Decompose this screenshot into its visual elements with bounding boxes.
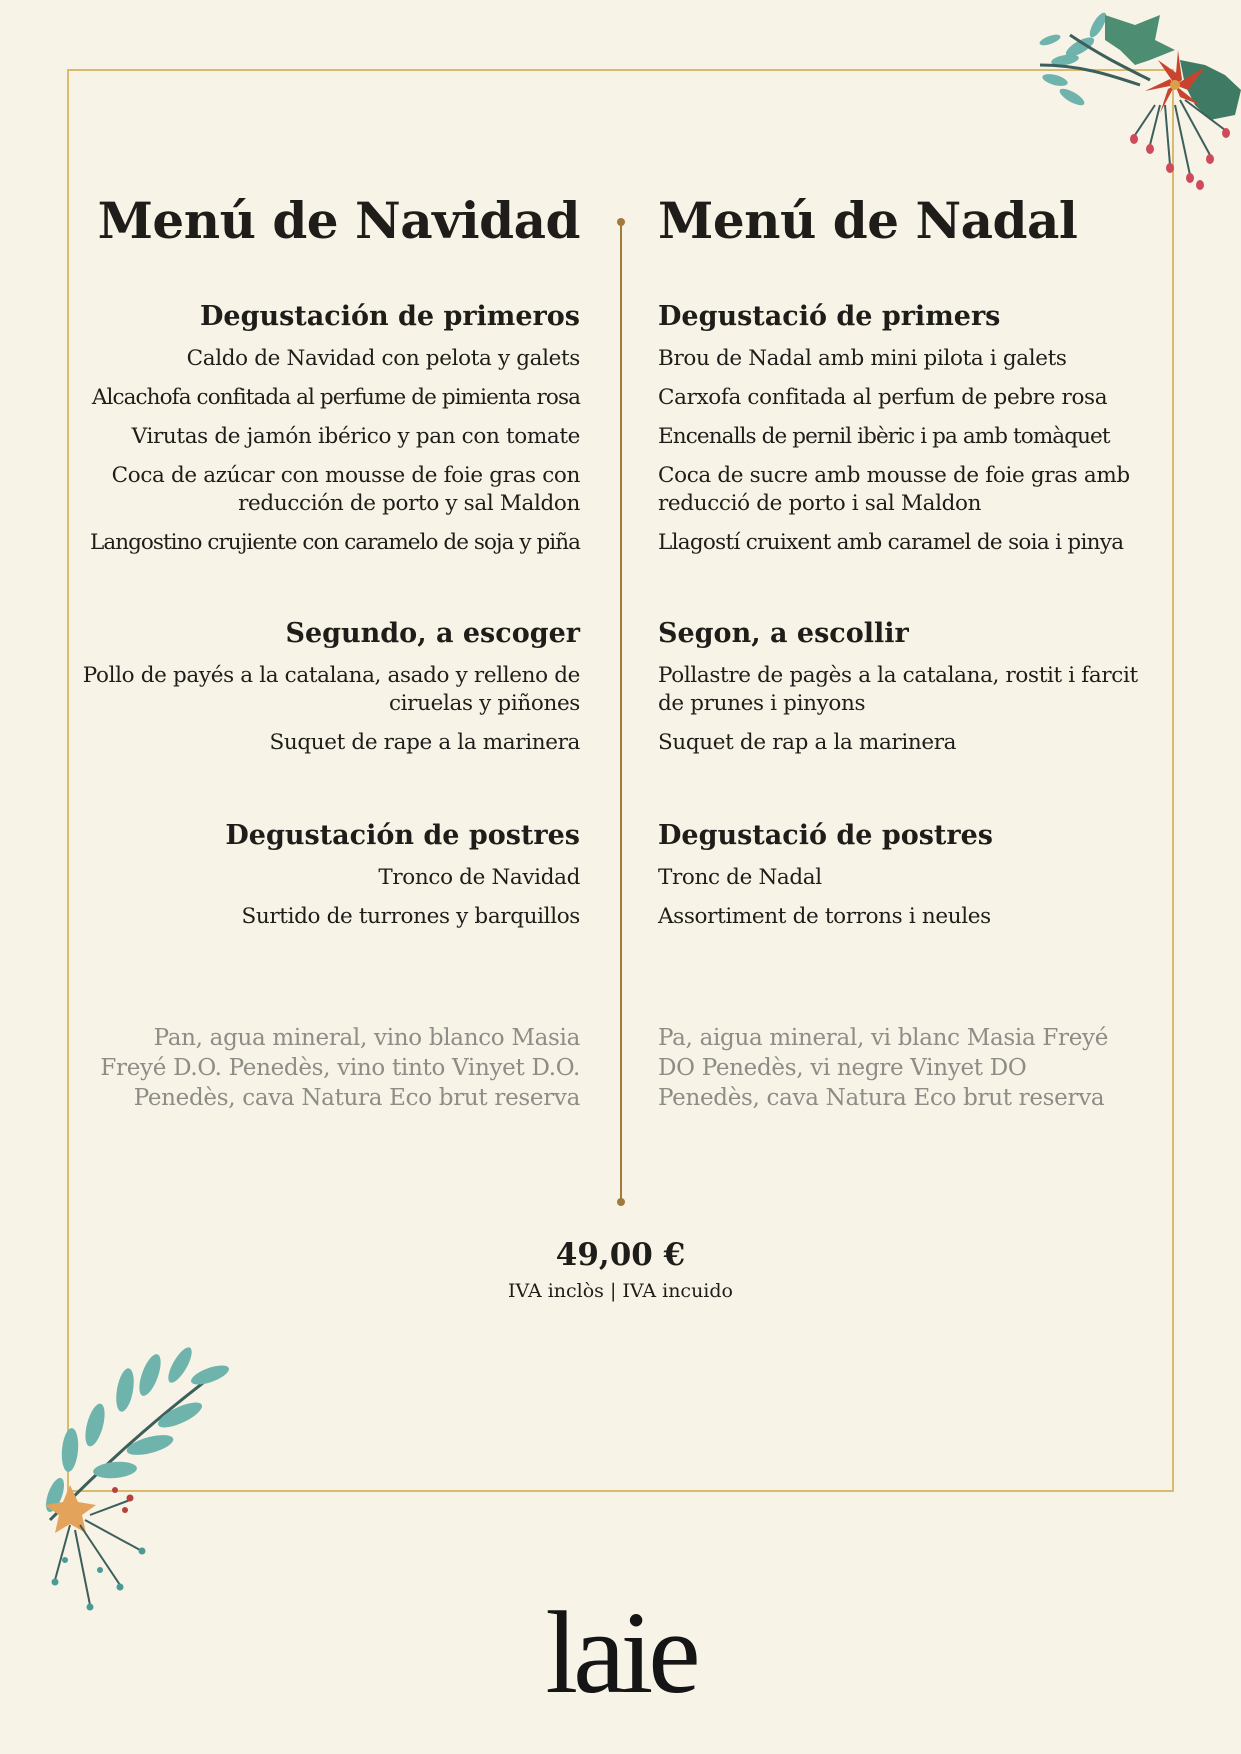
menu-item: Langostino crujiente con caramelo de soja y piña	[90, 530, 580, 555]
section-title: Degustación de primeros	[199, 301, 580, 332]
menu-item: Llagostí cruixent amb caramel de soia i pinya	[658, 530, 1124, 555]
section-title: Degustación de postres	[225, 820, 580, 851]
menu-item: Pollastre de pagès a la catalana, rostit i farcit de prunes i pinyons	[658, 663, 1138, 716]
drinks-note-catalan: Pa, aigua mineral, vi blanc Masia Freyé DO Penedès, vi negre Vinyet DO Penedès, cava Natura Eco brut reserva	[658, 1025, 1109, 1111]
menu-item: Virutas de jamón ibérico y pan con tomate	[131, 424, 580, 449]
menu-item: Brou de Nadal amb mini pilota i galets	[658, 346, 1067, 371]
section-title: Segon, a escollir	[658, 618, 909, 649]
divider-top-dot	[617, 218, 625, 226]
section-desserts	[60, 819, 580, 931]
section-starters	[60, 300, 580, 557]
menu-price: 49,00 €	[555, 1237, 686, 1273]
menu-column-spanish	[60, 190, 580, 1111]
menu-column-catalan	[658, 190, 1178, 1111]
column-divider	[620, 222, 622, 1202]
menu-item: Tronc de Nadal	[658, 865, 822, 890]
menu-item: Pollo de payés a la catalana, asado y relleno de ciruelas y piñones	[82, 663, 580, 716]
menu-item: Carxofa confitada al perfum de pebre rosa	[658, 385, 1108, 410]
section-title: Segundo, a escoger	[285, 618, 580, 649]
section-mains	[60, 617, 580, 757]
menu-title-spanish: Menú de Navidad	[97, 191, 580, 250]
drinks-note-spanish: Pan, agua mineral, vino blanco Masia Freyé D.O. Penedès, vino tinto Vinyet D.O. Penedès, cava Natura Eco brut reserva	[100, 1025, 580, 1111]
section-mains	[658, 617, 1178, 757]
christmas-floral-top-right-icon	[1010, 5, 1241, 210]
menu-item: Assortiment de torrons i neules	[658, 904, 991, 929]
menu-item: Coca de azúcar con mousse de foie gras con reducción de porto y sal Maldon	[111, 463, 580, 516]
menu-item: Encenalls de pernil ibèric i pa amb tomàquet	[658, 424, 1110, 449]
menu-item: Alcachofa confitada al perfume de pimienta rosa	[91, 385, 580, 410]
menu-item: Surtido de turrones y barquillos	[241, 904, 580, 929]
menu-item: Caldo de Navidad con pelota y galets	[186, 346, 580, 371]
section-title: Degustació de primers	[658, 301, 1001, 332]
divider-bottom-dot	[617, 1198, 625, 1206]
section-desserts	[658, 819, 1178, 931]
menu-item: Suquet de rape a la marinera	[269, 730, 580, 755]
section-title: Degustació de postres	[658, 820, 993, 851]
menu-title-catalan: Menú de Nadal	[658, 191, 1078, 250]
menu-item: Coca de sucre amb mousse de foie gras amb reducció de porto i sal Maldon	[658, 463, 1130, 516]
menu-item: Tronco de Navidad	[378, 865, 580, 890]
tax-note: IVA inclòs | IVA incuido	[508, 1280, 733, 1302]
menu-item: Suquet de rap a la marinera	[658, 730, 957, 755]
christmas-branch-bottom-left-icon	[30, 1330, 230, 1620]
laie-logo: laie	[545, 1587, 696, 1718]
section-starters	[658, 300, 1178, 557]
